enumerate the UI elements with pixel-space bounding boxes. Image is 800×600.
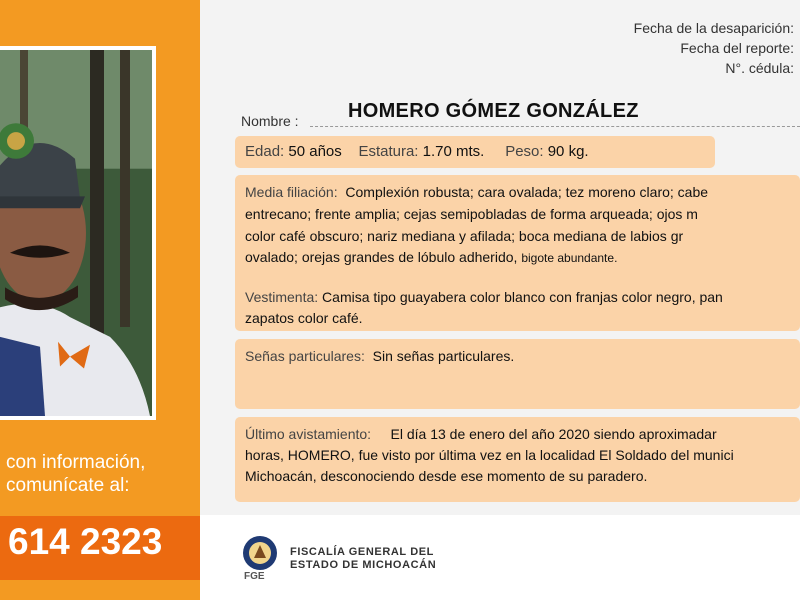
clothing-text-1: Camisa tipo guayabera color blanco con franjas color negro, pan	[322, 289, 723, 305]
description-label: Media filiación:	[245, 184, 338, 200]
disappearance-date-label: Fecha de la desaparición:	[633, 20, 794, 36]
vitals-row	[245, 142, 589, 162]
marks-value: Sin señas particulares.	[372, 348, 515, 364]
clothing-label: Vestimenta:	[245, 289, 319, 305]
sighting-text-1: El día 13 de enero del año 2020 siendo aproximadar	[390, 426, 717, 442]
phone-number[interactable]: 614 2323	[8, 521, 163, 562]
org-name-line-2: ESTADO DE MICHOACÁN	[290, 559, 437, 571]
contact-line-2: comunícate al:	[6, 475, 130, 496]
sighting-line-3: Michoacán, desconociendo desde ese momento de su paradero.	[245, 468, 648, 484]
description-text-4b: bigote abundante.	[521, 251, 618, 265]
marks-row	[245, 346, 514, 366]
org-name	[290, 546, 436, 572]
person-photo	[0, 46, 156, 420]
height-value: 1.70 mts.	[422, 143, 485, 160]
description-text-1: Complexión robusta; cara ovalada; tez moreno claro; cabe	[345, 184, 709, 200]
id-number-label: N°. cédula:	[725, 60, 794, 76]
description-line-2: entrecano; frente amplia; cejas semipobladas de forma arqueada; ojos m	[245, 206, 698, 222]
report-date-label: Fecha del reporte:	[680, 40, 794, 56]
description-line-1	[245, 182, 708, 202]
name-underline	[310, 126, 800, 127]
clothing-line-2: zapatos color café.	[245, 310, 363, 326]
age-value: 50 años	[288, 143, 342, 160]
sighting-label: Último avistamiento:	[245, 426, 372, 442]
marks-label: Señas particulares:	[245, 348, 365, 364]
age-label: Edad:	[245, 143, 285, 160]
fge-logo-text: FGE	[244, 571, 265, 582]
weight-label: Peso:	[505, 143, 544, 160]
description-line-4	[245, 247, 617, 268]
contact-line-1: con información,	[6, 452, 146, 473]
person-name: HOMERO GÓMEZ GONZÁLEZ	[348, 100, 639, 122]
weight-value: 90 kg.	[547, 143, 589, 160]
description-line-3: color café obscuro; nariz mediana y afilada; boca mediana de labios gr	[245, 228, 684, 244]
org-name-line-1: FISCALÍA GENERAL DEL	[290, 546, 435, 558]
sighting-line-2: horas, HOMERO, fue visto por última vez en la localidad El Soldado del munici	[245, 447, 734, 463]
description-text-4a: ovalado; orejas grandes de lóbulo adherido,	[245, 249, 518, 265]
sighting-line-1	[245, 424, 717, 444]
height-label: Estatura:	[358, 143, 419, 160]
clothing-line-1	[245, 287, 723, 307]
person-photo-illustration	[0, 50, 152, 416]
name-label: Nombre :	[241, 113, 299, 129]
